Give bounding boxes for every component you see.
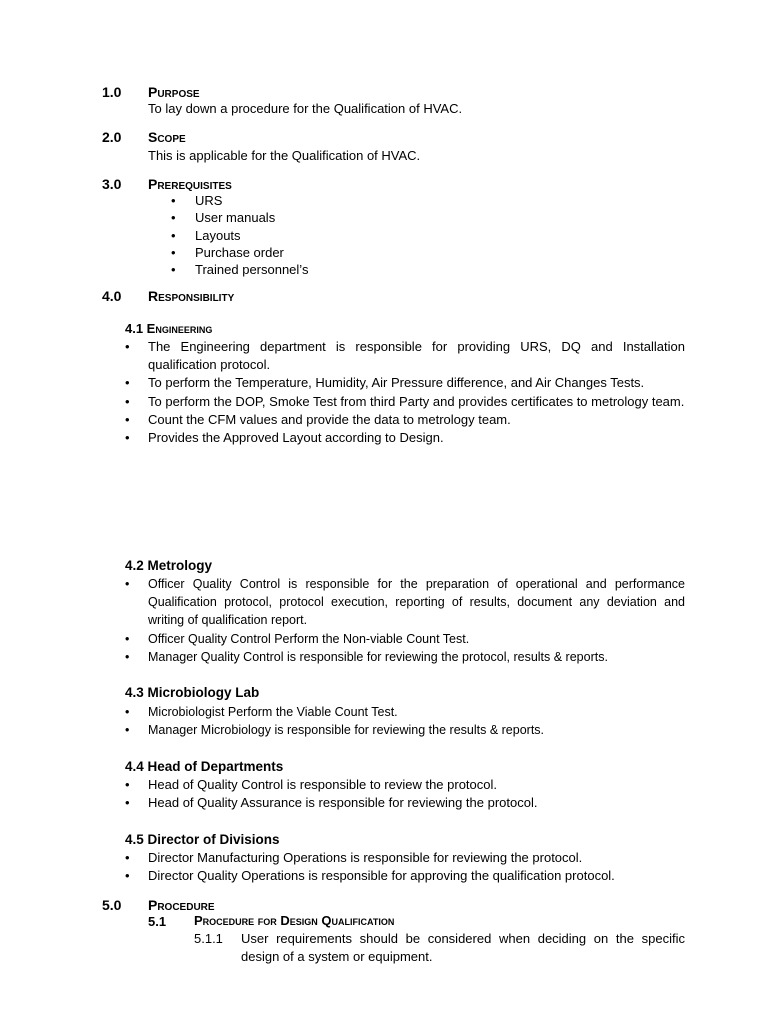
section-title-procedure: Procedure — [148, 897, 215, 913]
list-item: • Manager Microbiology is responsible for reviewing the results & reports. — [125, 721, 685, 739]
list-item: • Head of Quality Control is responsible to review the protocol. — [125, 776, 685, 794]
section-title-purpose: Purpose — [148, 84, 200, 100]
subsection-title-metrology: 4.2 Metrology — [125, 558, 213, 573]
list-item: • Purchase order — [171, 244, 308, 261]
engineering-list — [125, 338, 685, 447]
section-number: 5.0 — [102, 897, 122, 913]
director-of-divisions-list — [125, 849, 685, 885]
scope-text: This is applicable for the Qualification of HVAC. — [148, 148, 421, 163]
metrology-list — [125, 575, 685, 666]
list-item: • URS — [171, 192, 308, 209]
list-item: • Count the CFM values and provide the data to metrology team. — [125, 411, 685, 429]
list-item: • Director Manufacturing Operations is responsible for reviewing the protocol. — [125, 849, 685, 867]
list-item: • Officer Quality Control is responsible for the preparation of operational and performance Qualification protocol, protocol execution, reporting of results, document any deviation and writing of qualification report. — [125, 575, 685, 630]
section-number: 2.0 — [102, 129, 122, 145]
purpose-text: To lay down a procedure for the Qualification of HVAC. — [148, 101, 463, 116]
list-item: • User manuals — [171, 209, 308, 226]
section-title-responsibility: Responsibility — [148, 288, 235, 304]
subsubsection-number: 5.1.1 — [194, 931, 223, 946]
list-item: • Director Quality Operations is responsible for approving the qualification protocol. — [125, 867, 685, 885]
prerequisites-list — [171, 192, 308, 278]
subsection-number: 5.1 — [148, 914, 167, 929]
subsection-title-design-qualification: Procedure for Design Qualification — [194, 913, 395, 928]
list-item: • Manager Quality Control is responsible for reviewing the protocol, results & reports. — [125, 648, 685, 666]
list-item: • Microbiologist Perform the Viable Count Test. — [125, 703, 685, 721]
section-title-prerequisites: Prerequisites — [148, 176, 232, 192]
subsection-title-microbiology: 4.3 Microbiology Lab — [125, 685, 260, 700]
subsection-title-head-of-departments: 4.4 Head of Departments — [125, 759, 284, 774]
section-number: 4.0 — [102, 288, 122, 304]
subsection-title-engineering: 4.1 Engineering — [125, 321, 213, 336]
list-item: • To perform the Temperature, Humidity, Air Pressure difference, and Air Changes Tests. — [125, 374, 685, 392]
list-item: • Officer Quality Control Perform the Non-viable Count Test. — [125, 630, 685, 648]
list-item: • Layouts — [171, 227, 308, 244]
list-item: • Trained personnel’s — [171, 261, 308, 278]
list-item: • Provides the Approved Layout according to Design. — [125, 429, 685, 447]
head-of-departments-list — [125, 776, 685, 812]
microbiology-list — [125, 703, 685, 739]
list-item: • Head of Quality Assurance is responsible for reviewing the protocol. — [125, 794, 685, 812]
subsubsection-text: User requirements should be considered when deciding on the specific design of a system or equipment. — [241, 931, 685, 964]
section-number: 1.0 — [102, 84, 122, 100]
section-title-scope: Scope — [148, 129, 186, 145]
list-item: • The Engineering department is responsible for providing URS, DQ and Installation qualification protocol. — [125, 338, 685, 374]
section-number: 3.0 — [102, 176, 122, 192]
list-item: • To perform the DOP, Smoke Test from third Party and provides certificates to metrology team. — [125, 393, 685, 411]
subsection-title-director-of-divisions: 4.5 Director of Divisions — [125, 832, 280, 847]
